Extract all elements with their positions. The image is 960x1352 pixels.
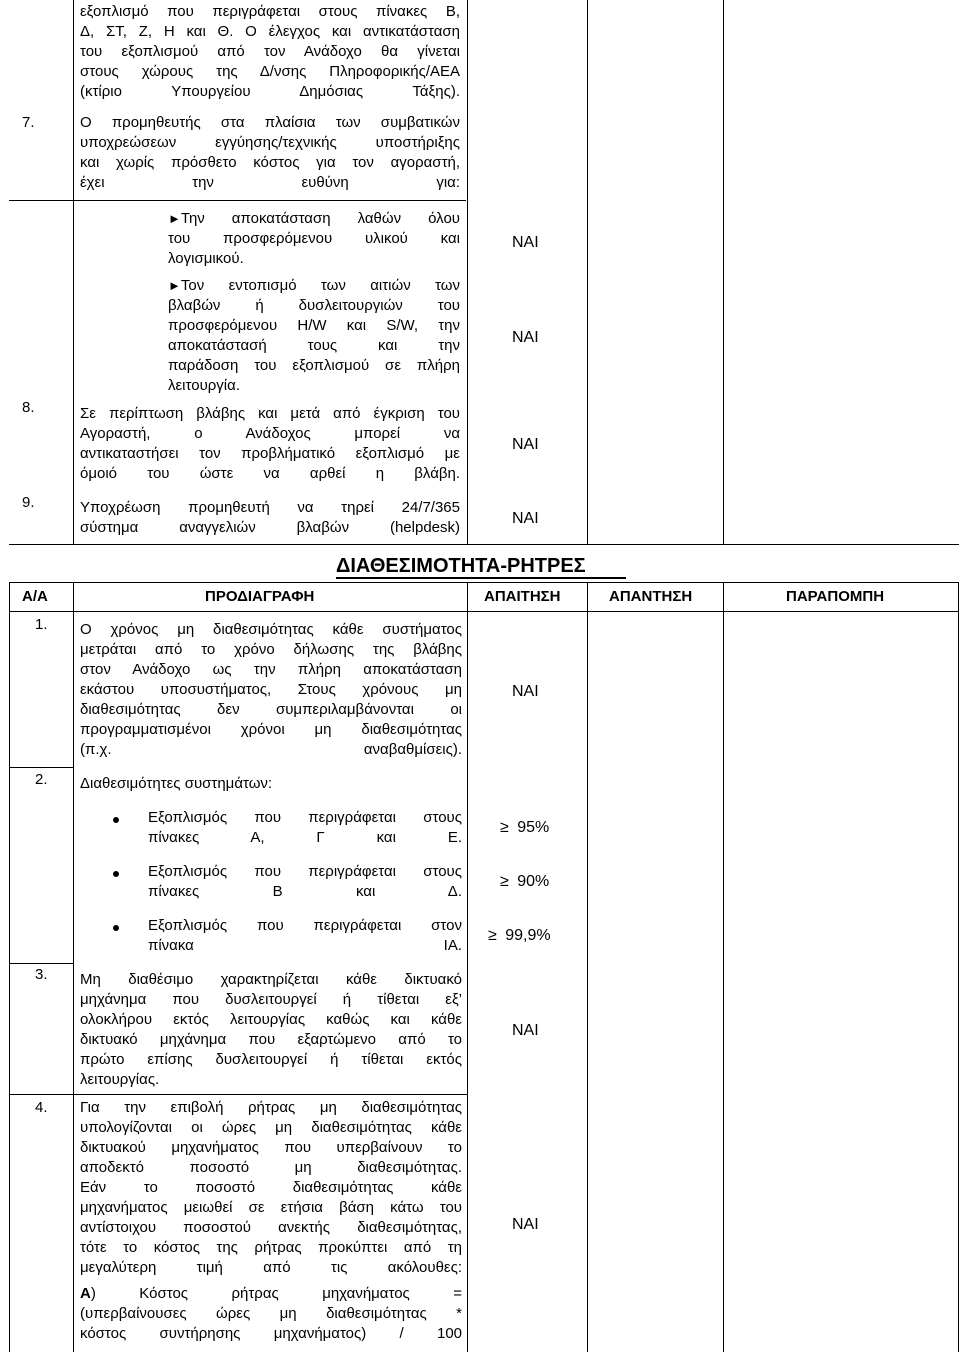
item8-text: [80, 404, 460, 484]
req-divider: [587, 582, 588, 1352]
text-line: αποδεκτό ποσοστό μη διαθεσιμότητας.: [80, 1159, 462, 1176]
header-aa: Α/Α: [22, 588, 48, 605]
bullet-icon: [113, 871, 119, 877]
header-ref: ΠΑΡΑΠΟΜΠΗ: [786, 588, 885, 605]
text-line: όμοιό του ώστε να αρθεί η βλάβη.: [80, 465, 460, 482]
item7-sub1-answer: ΝΑΙ: [512, 234, 539, 251]
item7-sub2-text: [168, 276, 460, 396]
text-line: τότε το κόστος της ρήτρας προκύπτει από τη: [80, 1239, 462, 1256]
item7-number: 7.: [22, 114, 35, 131]
item9-answer: ΝΑΙ: [512, 510, 539, 527]
text-line: Μη διαθέσιμο χαρακτηρίζεται κάθε δικτυακό: [80, 971, 462, 988]
text-line: του εξοπλισμού από τον Ανάδοχο θα γίνεται: [80, 43, 460, 60]
row2-number: 2.: [35, 771, 48, 788]
row2-bullet3-requirement: [488, 926, 551, 946]
text-line: μεγαλύτερη τιμή από τις ακόλουθες:: [80, 1259, 462, 1276]
row1-number: 1.: [35, 616, 48, 633]
text-line: Σε περίπτωση βλάβης και μετά από έγκριση του: [80, 405, 460, 422]
text-line: Ο προμηθευτής στα πλαίσια των συμβατικών: [80, 114, 460, 131]
item7-sub1-text: [168, 209, 460, 269]
header-req: ΑΠΑΙΤΗΣΗ: [484, 588, 561, 605]
top-spec-divider: [467, 0, 468, 544]
text-line: του προσφερόμενου υλικού και: [168, 230, 460, 247]
top-req-divider: [587, 0, 588, 544]
text-line: Τον εντοπισμό των αιτιών των: [180, 277, 460, 294]
text-line: αποκατάστασή τους και την: [168, 337, 460, 354]
text-line: Εξοπλισμός που περιγράφεται στον: [148, 917, 462, 934]
row2-bullet2-text: [148, 862, 462, 902]
section-title: ΔΙΑΘΕΣΙΜΟΤΗΤΑ-ΡΗΤΡΕΣ: [336, 555, 586, 577]
text-line: Ο χρόνος μη διαθεσιμότητας κάθε συστήματος: [80, 621, 462, 638]
text-line: Αγοραστή, ο Ανάδοχος μπορεί να: [80, 425, 460, 442]
row1-answer: ΝΑΙ: [512, 683, 539, 700]
text-line: έχει την ευθύνη για:: [80, 174, 460, 191]
text-line: μηχανήματος μειωθεί σε ετήσια βάση κάτω του: [80, 1199, 462, 1216]
text-line: (υπερβαίνουσες ώρες μη διαθεσιμότητας *: [80, 1305, 462, 1322]
text-line: στους χώρους της Δ/νσης Πληροφορικής/ΑΕΑ: [80, 63, 460, 80]
text-line: σύστημα αναγγελιών βλαβών (helpdesk): [80, 519, 460, 536]
top-row-line: [9, 200, 466, 201]
text-line: Υποχρέωση προμηθευτή να τηρεί 24/7/365: [80, 499, 460, 516]
text-line: προγραμματισμένοι χρόνοι μη διαθεσιμότητας: [80, 721, 462, 738]
row2-title: Διαθεσιμότητες συστημάτων:: [80, 775, 273, 792]
text-line: υπολογίζονται οι ώρες μη διαθεσιμότητας κάθε: [80, 1119, 462, 1136]
text-line: πίνακες Β και Δ.: [148, 883, 462, 900]
row3-answer: ΝΑΙ: [512, 1022, 539, 1039]
row3-line: [9, 1094, 467, 1095]
text-line: λειτουργίας.: [80, 1071, 160, 1088]
text-line: Δ, ΣΤ, Ζ, Η και Θ. Ο έλεγχος και αντικατάσταση: [80, 23, 460, 40]
arrow-right-icon: ►: [168, 278, 181, 293]
aa-divider: [73, 582, 74, 1352]
text-line: (π.χ. αναβαθμίσεις).: [80, 741, 462, 758]
requirement-value: 95%: [517, 819, 550, 836]
bullet-icon: [113, 925, 119, 931]
text-line: ολοκλήρου εκτός λειτουργίας καθώς και κάθε: [80, 1011, 462, 1028]
header-top-line: [9, 582, 959, 583]
row2-bullet1-requirement: [500, 818, 549, 838]
item7-sub2-answer: ΝΑΙ: [512, 329, 539, 346]
text-line: αντικαταστήσει τον προβλήματικό εξοπλισμό με: [80, 445, 460, 462]
row1-aa-line: [9, 767, 73, 768]
row4-formula: [80, 1284, 462, 1344]
item9-number: 9.: [22, 494, 35, 511]
text-line: παράδοση του εξοπλισμού σε πλήρη: [168, 357, 460, 374]
text-line: προσφερόμενου H/W και S/W, την: [168, 317, 460, 334]
item8-answer: ΝΑΙ: [512, 436, 539, 453]
requirement-value: 90%: [517, 873, 550, 890]
text-line: Για την επιβολή ρήτρας μη διαθεσιμότητας: [80, 1099, 462, 1116]
text-line: αντίστοιχου ποσοστού ανεκτής διαθεσιμότητας,: [80, 1219, 462, 1236]
text-line: πρώτο επίσης δυσλειτουργεί ή τίθεται εκτός: [80, 1051, 462, 1068]
row2-bullet3-text: [148, 916, 462, 956]
text-line: Εξοπλισμός που περιγράφεται στους: [148, 863, 462, 880]
text-line: Εάν το ποσοστό διαθεσιμότητας κάθε: [80, 1179, 462, 1196]
row2-bullet1-text: [148, 808, 462, 848]
right-border: [958, 582, 959, 1352]
ans-divider: [723, 582, 724, 1352]
row2-bullet2-requirement: [500, 872, 549, 892]
row4-answer: ΝΑΙ: [512, 1216, 539, 1233]
row2-aa-line: [9, 963, 73, 964]
item9-text: [80, 498, 460, 538]
row1-text: [80, 620, 462, 760]
row4-number: 4.: [35, 1099, 48, 1116]
row4-text: [80, 1098, 462, 1278]
top-left-border: [73, 0, 74, 544]
text-line: (κτίριο Υπουργείου Δημόσιας Τάξης).: [80, 83, 460, 100]
text-line: λογισμικού.: [168, 250, 244, 267]
text-line: λειτουργία.: [168, 377, 240, 394]
row3-text: [80, 970, 462, 1090]
top-ans-divider: [723, 0, 724, 544]
text-line: δικτυακό μηχάνημα που εξαρτώμενο από το: [80, 1031, 462, 1048]
item7-text: [80, 113, 460, 193]
item6-continuation: [80, 2, 460, 102]
text-line: πίνακες Α, Γ και Ε.: [148, 829, 462, 846]
text-line: δικτυακού μηχανήματος που υπερβαίνουν το: [80, 1139, 462, 1156]
text-line: Την αποκατάσταση λαθών όλου: [180, 210, 460, 227]
spec-divider: [467, 582, 468, 1352]
formula-label: Α: [80, 1285, 91, 1302]
text-line: διαθεσιμότητας δεν συμπεριλαμβάνονται οι: [80, 701, 462, 718]
header-spec: ΠΡΟΔΙΑΓΡΑΦΗ: [205, 588, 315, 605]
text-line: πίνακα ΙΑ.: [148, 937, 462, 954]
greater-equal-icon: ≥: [500, 819, 509, 836]
text-line: μηχάνημα που δυσλειτουργεί ή τίθεται εξ’: [80, 991, 462, 1008]
requirement-value: 99,9%: [505, 927, 551, 944]
text-line: και χωρίς πρόσθετο κόστος για τον αγοραστή,: [80, 154, 460, 171]
item8-number: 8.: [22, 399, 35, 416]
header-bottom-line: [9, 611, 959, 612]
greater-equal-icon: ≥: [500, 873, 509, 890]
text-line: εξοπλισμό που περιγράφεται στους πίνακες Β,: [80, 3, 460, 20]
text-line: ) Κόστος ρήτρας μηχανήματος =: [90, 1285, 462, 1302]
text-line: Εξοπλισμός που περιγράφεται στους: [148, 809, 462, 826]
bullet-icon: [113, 817, 119, 823]
header-ans: ΑΠΑΝΤΗΣΗ: [609, 588, 693, 605]
text-line: μετράται από το χρόνο δήλωσης της βλάβης: [80, 641, 462, 658]
text-line: εκάστου υποσυστήματος, Στους χρόνους μη: [80, 681, 462, 698]
text-line: κόστος συντήρησης μηχανήματος) / 100: [80, 1325, 462, 1342]
text-line: βλαβών ή δυσλειτουργιών του: [168, 297, 460, 314]
section-title-underline: [336, 577, 626, 579]
row3-number: 3.: [35, 966, 48, 983]
top-bottom-line: [9, 544, 959, 545]
text-line: στον Ανάδοχο ως την πλήρη αποκατάσταση: [80, 661, 462, 678]
greater-equal-icon: ≥: [488, 927, 497, 944]
left-border: [9, 582, 10, 1352]
arrow-right-icon: ►: [168, 211, 181, 226]
text-line: υποχρεώσεων εγγύησης/τεχνικής υποστήριξης: [80, 134, 460, 151]
